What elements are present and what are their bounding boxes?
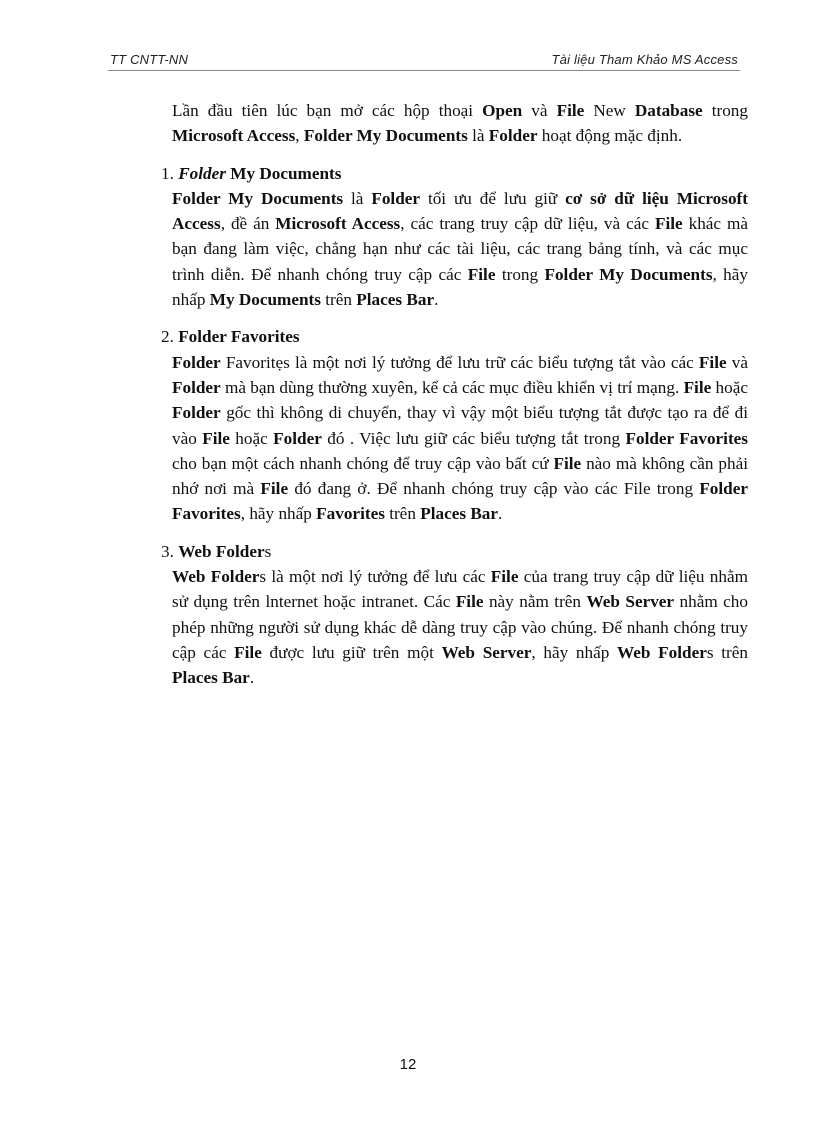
document-body [161, 98, 748, 703]
header-left-text: TT CNTT-NN [110, 52, 189, 67]
section-web-folders [161, 539, 748, 691]
section-my-documents [161, 161, 748, 313]
section-title-my-documents: 1. Folder My Documents [161, 163, 342, 183]
page-number: 12 [399, 1056, 417, 1073]
section-favorites [161, 324, 748, 526]
header-divider [108, 70, 740, 71]
section-body-my-documents: Folder My Documents là Folder tối ưu để lưu giữ cơ sở dữ liệu Microsoft Access, đề án Microsoft Access, các trang truy cập dữ liệu, và các File khác mà bạn đang làm việc, chẳng hạn như các tài liệu, các trang bảng tính, và các mục trình diễn. Để nhanh chóng truy cập các File trong Folder My Documents, hãy nhấp My Documents trên Places Bar. [172, 188, 748, 310]
section-body-favorites: Folder Favoritẹs là một nơi lý tưởng để lưu trữ các biểu tượng tắt vào các File và Folder mà bạn dùng thường xuyên, kể cả các mục điều khiển vị trí mạng. File hoặc Folder gốc thì không di chuyển, thay vì vậy một biểu tượng tắt được tạo ra để đi vào File hoặc Folder đó . Việc lưu giữ các biểu tượng tắt trong Folder Favorites cho bạn một cách nhanh chóng để truy cập vào bất cứ File nào mà không cần phải nhớ nơi mà File đó đang ở. Để nhanh chóng truy cập vào các File trong Folder Favorites, hãy nhấp Favorites trên Places Bar. [172, 352, 748, 524]
header-right-text: Tài liệu Tham Khảo MS Access [551, 52, 738, 67]
section-title-web-folders: 3. Web Folders [161, 541, 272, 561]
intro-paragraph: Lần đầu tiên lúc bạn mở các hộp thoại Open và File New Database trong Microsoft Access, Folder My Documents là Folder hoạt động mặc định. [172, 101, 748, 146]
section-title-favorites: 2. Folder Favorites [161, 327, 300, 347]
section-body-web-folders: Web Folders là một nơi lý tưởng để lưu các File của trang truy cập dữ liệu nhằm sử dụng trên lnternet hoặc intranet. Các File này nằm trên Web Server nhằm cho phép những người sử dụng khác dễ dàng truy cập vào chúng. Để nhanh chóng truy cập các File được lưu giữ trên một Web Server, hãy nhấp Web Folders trên Places Bar. [172, 567, 748, 688]
